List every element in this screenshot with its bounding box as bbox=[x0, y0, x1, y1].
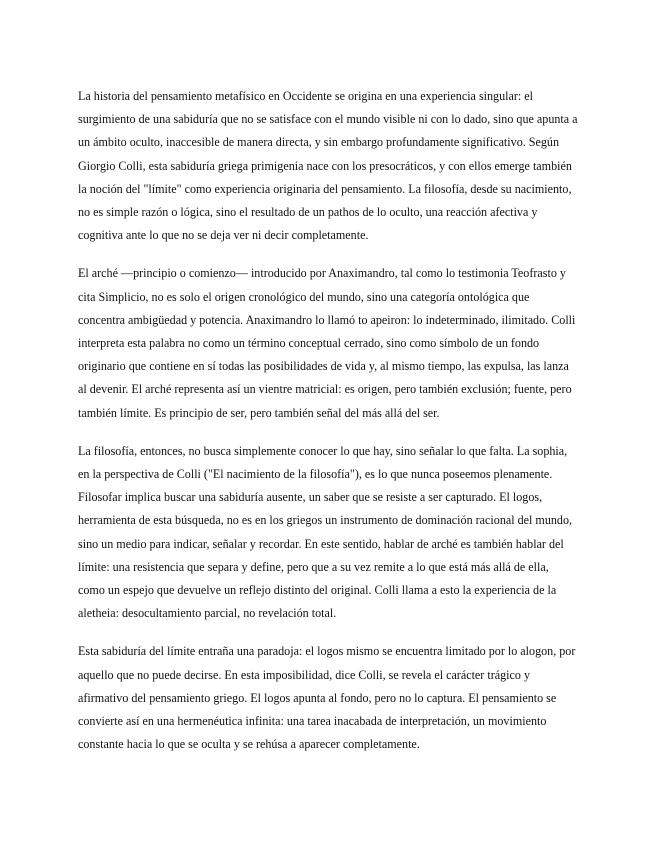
document-body bbox=[78, 85, 578, 771]
paragraph-4: Esta sabiduría del límite entraña una paradoja: el logos mismo se encuentra limitado por lo alogon, por aquello que no puede decirse. En esta imposibilidad, dice Colli, se revela el carácter trágico y afirmativo del pensamiento griego. El logos apunta al fondo, pero no lo captura. El pensamiento se convierte así en una hermenéutica infinita: una tarea inacabada de interpretación, un movimiento constante hacia lo que se oculta y se rehúsa a aparecer completamente. bbox=[78, 644, 576, 752]
paragraph-3: La filosofía, entonces, no busca simplemente conocer lo que hay, sino señalar lo que falta. La sophia, en la perspectiva de Colli ("El nacimiento de la filosofía"), es lo que nunca poseemos plenamente. Filosofar implica buscar una sabiduría ausente, un saber que se resiste a ser capturado. El logos, herramienta de esta búsqueda, no es en los griegos un instrumento de dominación racional del mundo, sino un medio para indicar, señalar y recordar. En este sentido, hablar de arché es también hablar del límite: una resistencia que separa y define, pero que a su vez remite a lo que está más allá de ella, como un espejo que devuelve un reflejo distinto del original. Colli llama a esto la experiencia de la aletheia: desocultamiento parcial, no revelación total. bbox=[78, 443, 573, 621]
paragraph-1: La historia del pensamiento metafísico en Occidente se origina en una experiencia singular: el surgimiento de una sabiduría que no se satisface con el mundo visible ni con lo dado, sino que apunta a un ámbito oculto, inaccesible de manera directa, y sin embargo profundamente significativo. Según Giorgio Colli, esta sabiduría griega primigenia nace con los presocráticos, y con ellos emerge también la noción del "límite" como experiencia originaria del pensamiento. La filosofía, desde su nacimiento, no es simple razón o lógica, sino el resultado de un pathos de lo oculto, una reacción afectiva y cognitiva ante lo que no se deja ver ni decir completamente. bbox=[78, 89, 578, 243]
paragraph-2: El arché —principio o comienzo— introducido por Anaximandro, tal como lo testimonia Teofrasto y cita Simplicio, no es solo el origen cronológico del mundo, sino una categoría ontológica que concentra ambigüedad y potencia. Anaximandro lo llamó to apeiron: lo indeterminado, ilimitado. Colli interpreta esta palabra no como un término conceptual cerrado, sino como símbolo de un fondo originario que contiene en sí todas las posibilidades de vida y, al mismo tiempo, las expulsa, las lanza al devenir. El arché representa así un vientre matricial: es origen, pero también exclusión; fuente, pero también límite. Es principio de ser, pero también señal del más allá del ser. bbox=[78, 266, 576, 420]
